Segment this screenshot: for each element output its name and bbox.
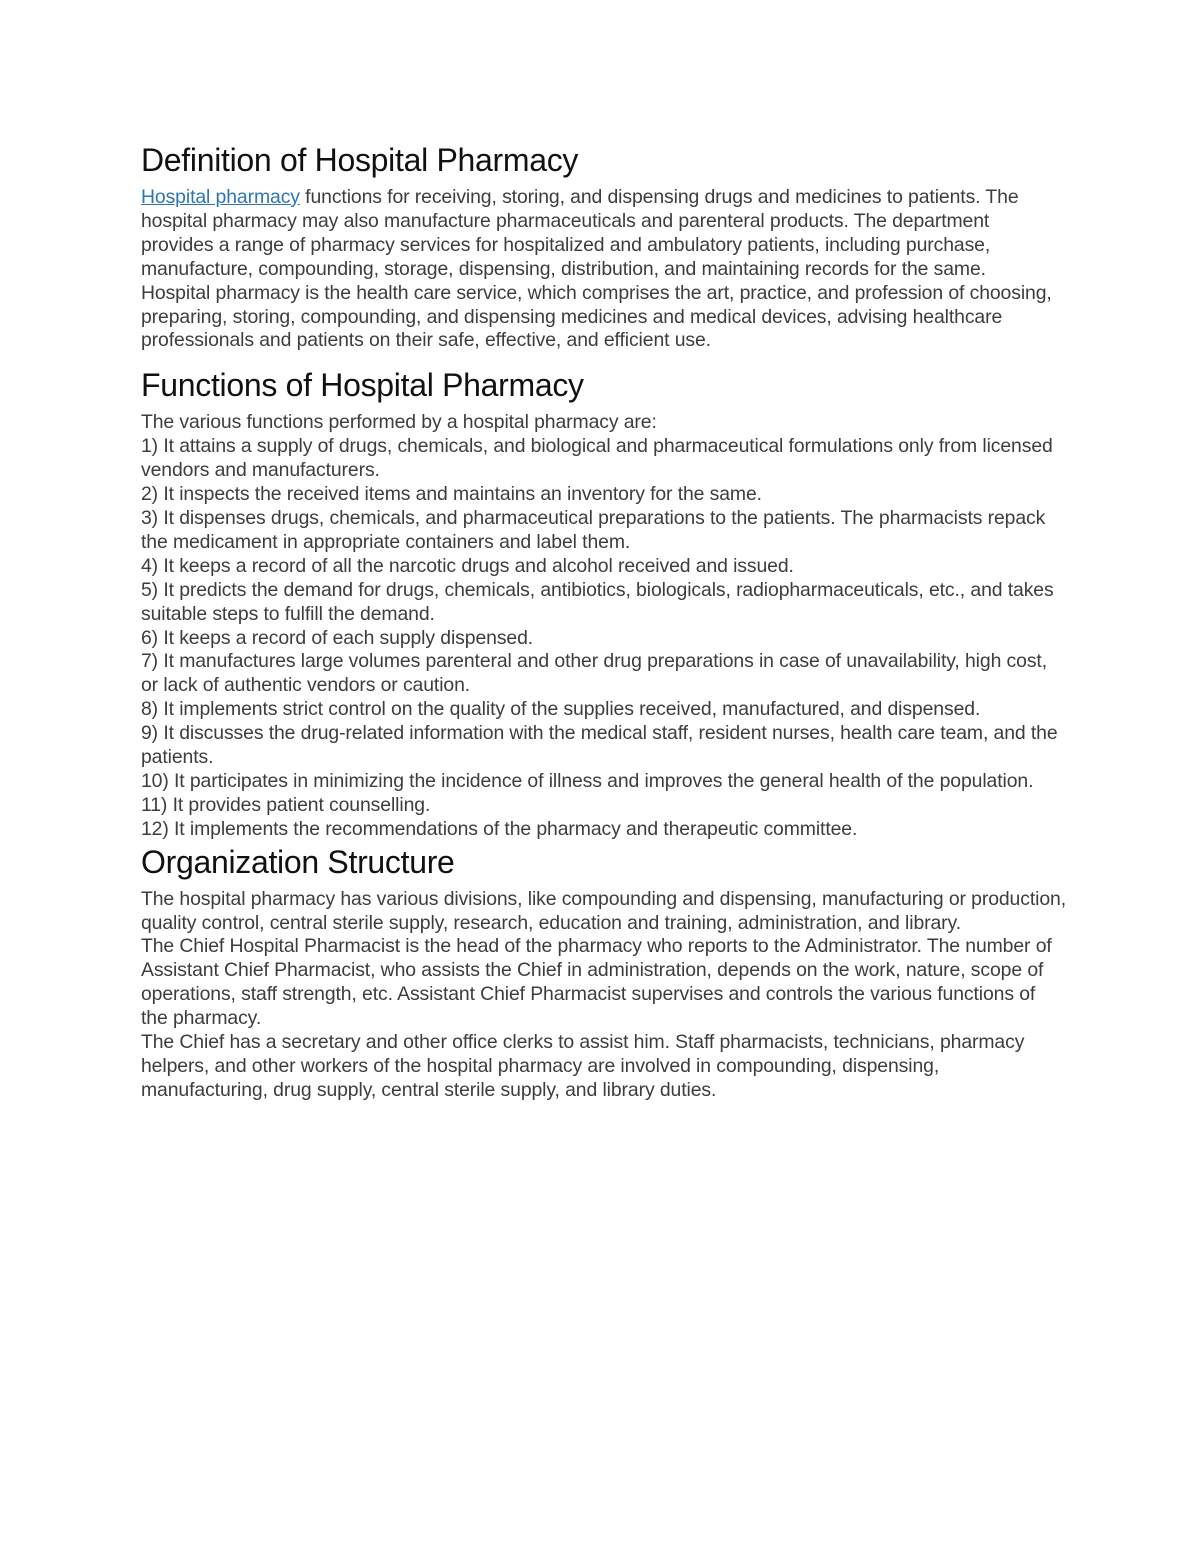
heading-functions: Functions of Hospital Pharmacy [141,367,584,404]
organization-paragraph-3: The Chief has a secretary and other office clerks to assist him. Staff pharmacists, technicians, pharmacy helpers, and other workers of the hospital pharmacy are involved in compounding, dispensing, manufacturing, drug supply, central sterile supply, and library duties. [141,1031,1025,1101]
function-item-11: 11) It provides patient counselling. [141,793,431,816]
function-item-4: 4) It keeps a record of all the narcotic drugs and alcohol received and issued. [141,554,794,577]
function-item-3: 3) It dispenses drugs, chemicals, and pharmaceutical preparations to the patients. The pharmacists repack the medicament in appropriate containers and label them. [141,506,1046,553]
function-item-1: 1) It attains a supply of drugs, chemicals, and biological and pharmaceutical formulations only from licensed vendors and manufacturers. [141,435,1053,482]
function-item-7: 7) It manufactures large volumes parenteral and other drug preparations in case of unavailability, high cost, or lack of authentic vendors or caution. [141,650,1047,697]
function-item-2: 2) It inspects the received items and maintains an inventory for the same. [141,483,762,506]
heading-organization: Organization Structure [141,843,455,880]
organization-paragraph-1: The hospital pharmacy has various divisions, like compounding and dispensing, manufacturing or production, quality control, central sterile supply, research, education and training, administration, and library. [141,887,1066,934]
functions-intro: The various functions performed by a hospital pharmacy are: [141,411,657,434]
definition-paragraph-2: Hospital pharmacy is the health care service, which comprises the art, practice, and profession of choosing, preparing, storing, compounding, and dispensing medicines and medical devices, advising healthcare professionals and patients on their safe, effective, and efficient use. [141,281,1052,352]
hospital-pharmacy-link[interactable]: Hospital pharmacy [141,186,300,208]
definition-paragraph-1-text: functions for receiving, storing, and dispensing drugs and medicines to patients. The hospital pharmacy may also manufacture pharmaceuticals and parenteral products. The department provides a range of pharmacy services for hospitalized and ambulatory patients, including purchase, manufacture, compounding, storage, dispensing, distribution, and maintaining records for the same. [141,186,1019,280]
function-item-10: 10) It participates in minimizing the incidence of illness and improves the general health of the population. [141,769,1034,792]
organization-paragraph-2: The Chief Hospital Pharmacist is the head of the pharmacy who reports to the Administrator. The number of Assistant Chief Pharmacist, who assists the Chief in administration, depends on the work, nature, scope of operations, staff strength, etc. Assistant Chief Pharmacist supervises and controls the various functions of the pharmacy. [141,935,1052,1030]
definition-paragraph-1 [141,186,1066,282]
function-item-9: 9) It discusses the drug-related information with the medical staff, resident nurses, health care team, and the patients. [141,722,1058,769]
function-item-8: 8) It implements strict control on the quality of the supplies received, manufactured, and dispensed. [141,698,981,721]
function-item-5: 5) It predicts the demand for drugs, chemicals, antibiotics, biologicals, radiopharmaceuticals, etc., and takes suitable steps to fulfill the demand. [141,578,1054,625]
heading-definition: Definition of Hospital Pharmacy [141,142,579,178]
function-item-6: 6) It keeps a record of each supply dispensed. [141,626,534,649]
document-page [141,140,1066,1103]
function-item-12: 12) It implements the recommendations of the pharmacy and therapeutic committee. [141,817,858,840]
